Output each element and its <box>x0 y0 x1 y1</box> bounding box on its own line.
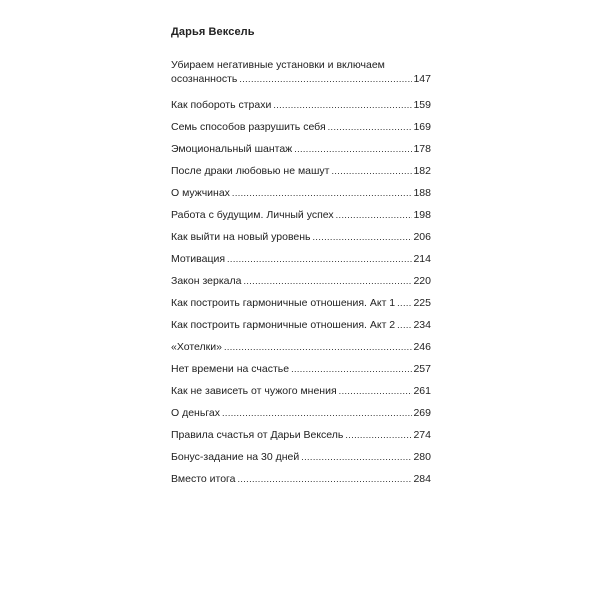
dot-leader <box>224 340 413 354</box>
toc-entry-title: Вместо итога <box>171 473 236 485</box>
toc-entry-page: 159 <box>413 99 431 111</box>
dot-leader <box>222 406 412 420</box>
toc-entry-title: Как выйти на новый уровень <box>171 231 311 243</box>
toc-entry-title: Как построить гармоничные отношения. Акт 1 <box>171 297 396 309</box>
toc-entry-page: 198 <box>413 209 431 221</box>
toc-entry-page: 257 <box>413 363 431 375</box>
toc-entry-page: 169 <box>413 121 431 133</box>
toc-entry-title: Семь способов разрушить себя <box>171 121 326 133</box>
dot-leader <box>328 120 413 134</box>
toc-entry-page: 188 <box>413 187 431 199</box>
toc-entry-title: О мужчинах <box>171 187 230 199</box>
toc-entry <box>171 274 431 296</box>
toc-entry-page: 178 <box>413 143 431 155</box>
dot-leader <box>273 98 412 112</box>
toc-entry-page: 269 <box>413 407 431 419</box>
toc-entry <box>171 340 431 362</box>
toc-entry <box>171 58 431 98</box>
dot-leader <box>345 428 412 442</box>
toc-entry <box>171 384 431 406</box>
toc-entry-title: О деньгах <box>171 407 221 419</box>
toc-entry-title: осознанность <box>171 73 238 85</box>
toc-entry <box>171 428 431 450</box>
toc-entry-title: Как побороть страхи <box>171 99 272 111</box>
toc-entry-title: Закон зеркала <box>171 275 242 287</box>
toc-entry <box>171 318 431 340</box>
dot-leader <box>237 472 412 486</box>
dot-leader <box>232 186 413 200</box>
toc-entry <box>171 406 431 428</box>
dot-leader <box>239 72 412 86</box>
dot-leader <box>291 362 412 376</box>
toc-entry-page: 220 <box>413 275 431 287</box>
toc-entry-title: Как построить гармоничные отношения. Акт 2 <box>171 319 396 331</box>
dot-leader <box>301 450 412 464</box>
toc-entry-title: Как не зависеть от чужого мнения <box>171 385 337 397</box>
toc-entry <box>171 98 431 120</box>
toc-entry <box>171 120 431 142</box>
toc-entry <box>171 230 431 252</box>
toc-entry-page: 284 <box>413 473 431 485</box>
toc-entry-title: Эмоциональный шантаж <box>171 143 293 155</box>
toc-entry-page: 182 <box>413 165 431 177</box>
toc-entry <box>171 186 431 208</box>
toc-entry-title: Работа с будущим. Личный успех <box>171 209 334 221</box>
dot-leader <box>336 208 413 222</box>
dot-leader <box>332 164 413 178</box>
toc-entry-page: 206 <box>413 231 431 243</box>
toc-entry-page: 261 <box>413 385 431 397</box>
toc-entry-page: 246 <box>413 341 431 353</box>
toc-entry-page: 234 <box>413 319 431 331</box>
toc-entry-page: 147 <box>413 73 431 85</box>
toc-entry-title: «Хотелки» <box>171 341 222 353</box>
table-of-contents <box>171 58 431 494</box>
toc-entry-page: 280 <box>413 451 431 463</box>
toc-entry <box>171 450 431 472</box>
toc-entry-page: 225 <box>413 297 431 309</box>
toc-entry <box>171 142 431 164</box>
toc-entry-page: 274 <box>413 429 431 441</box>
dot-leader <box>397 318 412 332</box>
toc-entry <box>171 252 431 274</box>
toc-entry-title: Нет времени на счастье <box>171 363 290 375</box>
dot-leader <box>243 274 412 288</box>
toc-entry-title: Правила счастья от Дарьи Вексель <box>171 429 344 441</box>
toc-entry-title: После драки любовью не машут <box>171 165 330 177</box>
dot-leader <box>397 296 412 310</box>
dot-leader <box>294 142 412 156</box>
dot-leader <box>339 384 413 398</box>
dot-leader <box>227 252 412 266</box>
running-header-author: Дарья Вексель <box>171 26 255 38</box>
dot-leader <box>313 230 413 244</box>
toc-entry-title-line1: Убираем негативные установки и включаем <box>171 59 385 71</box>
toc-entry <box>171 208 431 230</box>
toc-entry <box>171 164 431 186</box>
toc-entry-title: Бонус-задание на 30 дней <box>171 451 300 463</box>
toc-entry-page: 214 <box>413 253 431 265</box>
toc-entry <box>171 362 431 384</box>
toc-entry-title: Мотивация <box>171 253 226 265</box>
toc-entry <box>171 296 431 318</box>
toc-entry <box>171 472 431 494</box>
